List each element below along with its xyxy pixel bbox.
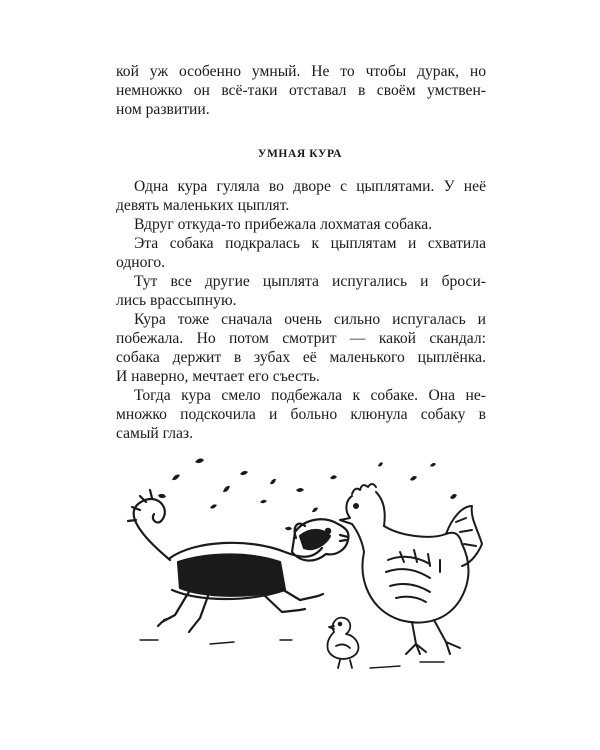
text-line: Одна кура гуляла во дворе с цыплятами. У неё xyxy=(134,178,486,195)
text-line: немножко он всё-таки отставал в своём умствен- xyxy=(116,82,486,99)
text-line: множко подскочила и больно клюнула собаку в xyxy=(116,406,486,423)
intro-paragraph xyxy=(116,62,486,119)
feather-icon xyxy=(158,458,457,530)
text-line: кой уж особенно умный. Не то чтобы дурак, но xyxy=(116,63,486,80)
text-line: самый глаз. xyxy=(116,425,193,442)
text-line: лись врассыпную. xyxy=(116,292,237,309)
story-title: УМНАЯ КУРА xyxy=(257,148,343,160)
text-line: Эта собака подкралась к цыплятам и схватила xyxy=(134,235,486,252)
text-line: Вдруг откуда-то прибежала лохматая собака. xyxy=(134,216,433,233)
text-line: девять маленьких цыплят. xyxy=(116,197,290,214)
hen-icon xyxy=(340,484,482,654)
text-line: собака держит в зубах её маленького цыплёнка. xyxy=(116,349,486,366)
text-line: И наверно, мечтает его съесть. xyxy=(116,368,320,385)
ground-lines xyxy=(140,640,444,668)
chick-icon xyxy=(327,618,358,668)
text-line: ном развитии. xyxy=(116,101,210,118)
story-text xyxy=(116,177,486,443)
text-line: побежала. Но потом смотрит — какой скандал: xyxy=(116,330,486,347)
text-line: Тут все другие цыплята испугались и броси- xyxy=(134,273,486,290)
text-line: Кура тоже сначала очень сильно испугалась и xyxy=(134,311,486,328)
text-line: одного. xyxy=(116,254,166,271)
illustration-dog-and-hen xyxy=(100,440,510,680)
text-line: Тогда кура смело подбежала к собаке. Она не- xyxy=(134,387,486,404)
